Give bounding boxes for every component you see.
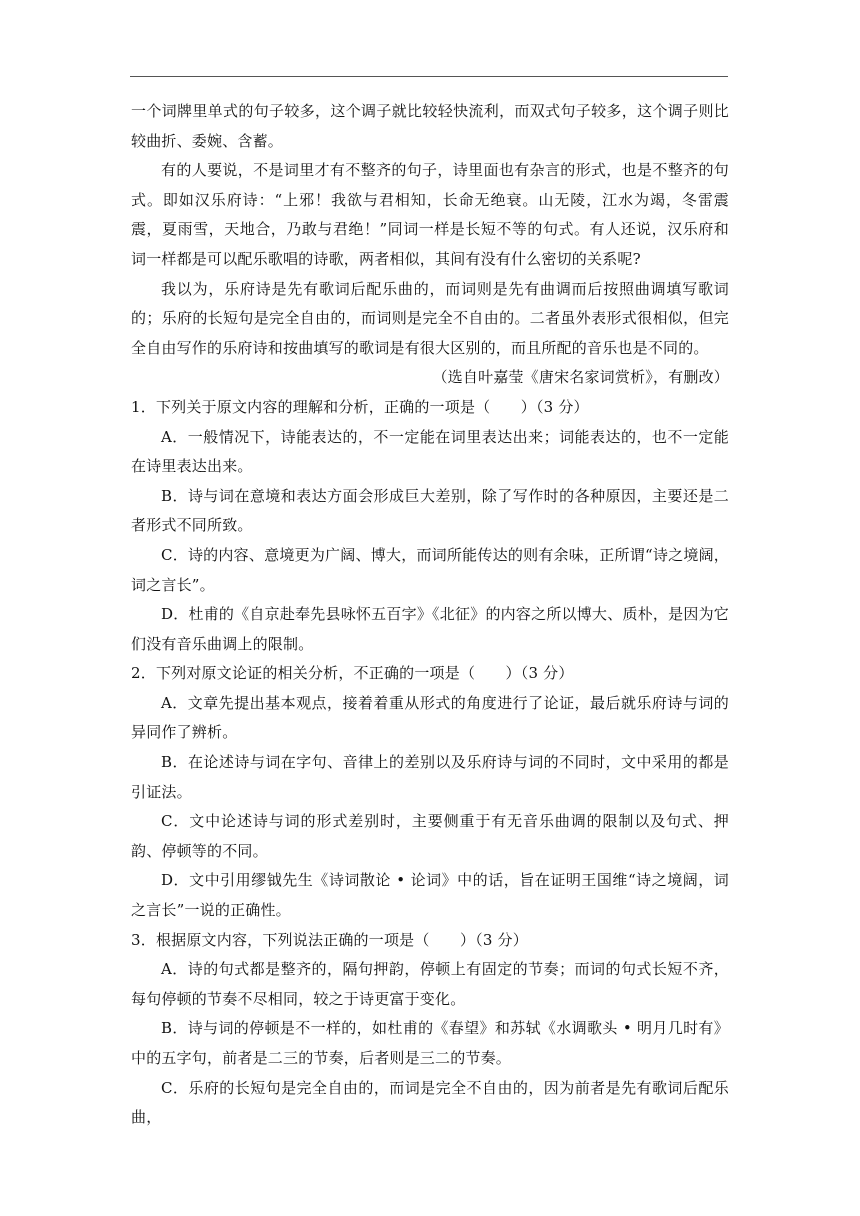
question-2-option-a: A．文章先提出基本观点，接着着重从形式的角度进行了论证，最后就乐府诗与词的异同作了辨析。	[131, 693, 729, 742]
question-1-option-a: A．一般情况下，诗能表达的，不一定能在词里表达出来；词能表达的，也不一定能在诗里表达出来。	[131, 427, 729, 476]
question-3-option-a: A．诗的句式都是整齐的，隔句押韵，停顿上有固定的节奏；而词的句式长短不齐，每句停顿的节奏不尽相同，较之于诗更富于变化。	[131, 960, 729, 1008]
question-1-option-d: D．杜甫的《自京赴奉先县咏怀五百字》《北征》的内容之所以博大、质朴，是因为它们没有音乐曲调上的限制。	[131, 605, 729, 653]
question-2-option-b: B．在论述诗与词在字句、音律上的差别以及乐府诗与词的不同时，文中采用的都是引证法。	[131, 753, 729, 801]
passage-paragraph-2: 有的人要说，不是词里才有不整齐的句子，诗里面也有杂言的形式，也是不整齐的句式。即如汉乐府诗：“上邪！我欲与君相知，长命无绝衰。山无陵，江水为竭，冬雷震震，夏雨雪，天地合，乃敢与君绝！”同词一样是长短不等的句式。有人还说，汉乐府和词一样都是可以配乐歌唱的诗歌，两者相似，其间有没有什么密切的关系呢?	[131, 161, 729, 268]
question-1-option-b: B．诗与词在意境和表达方面会形成巨大差别，除了写作时的各种原因，主要还是二者形式不同所致。	[131, 486, 729, 535]
page-content	[131, 97, 729, 1133]
question-3-stem: 3．根据原文内容，下列说法正确的一项是（ ）（3 分）	[131, 930, 528, 949]
question-2-option-d: D．文中引用缪钺先生《诗词散论 • 论词》中的话，旨在证明王国维“诗之境阔，词之言长”一说的正确性。	[131, 871, 729, 920]
header-rule	[130, 76, 728, 77]
question-1-stem: 1．下列关于原文内容的理解和分析，正确的一项是（ ）（3 分）	[131, 397, 589, 416]
question-2-stem: 2．下列对原文论证的相关分析，不正确的一项是（ ）（3 分）	[131, 664, 574, 683]
question-1-option-c: C．诗的内容、意境更为广阔、博大，而词所能传达的则有余味，正所谓“诗之境阔，词之言长”。	[131, 545, 729, 594]
question-3-option-c: C．乐府的长短句是完全自由的，而词是完全不自由的，因为前者是先有歌词后配乐曲，	[131, 1078, 729, 1127]
passage-paragraph-3: 我以为，乐府诗是先有歌词后配乐曲的，而词则是先有曲调而后按照曲调填写歌词的；乐府的长短句是完全自由的，而词则是完全不自由的。二者虽外表形式很相似，但完全自由写作的乐府诗和按曲填写的歌词是有很大区别的，而且所配的音乐也是不同的。	[131, 279, 729, 357]
question-2-option-c: C．文中论述诗与词的形式差别时，主要侧重于有无音乐曲调的限制以及句式、押韵、停顿等的不同。	[131, 812, 729, 860]
question-3-option-b: B．诗与词的停顿是不一样的，如杜甫的《春望》和苏轼《水调歌头 • 明月几时有》中的五字句，前者是二三的节奏，后者则是三二的节奏。	[131, 1019, 729, 1067]
passage-source: （选自叶嘉莹《唐宋名家词赏析》，有删改）	[432, 368, 729, 387]
passage-paragraph-1: 一个词牌里单式的句子较多，这个调子就比较轻快流利，而双式句子较多，这个调子则比较曲折、委婉、含蓄。	[131, 102, 729, 150]
